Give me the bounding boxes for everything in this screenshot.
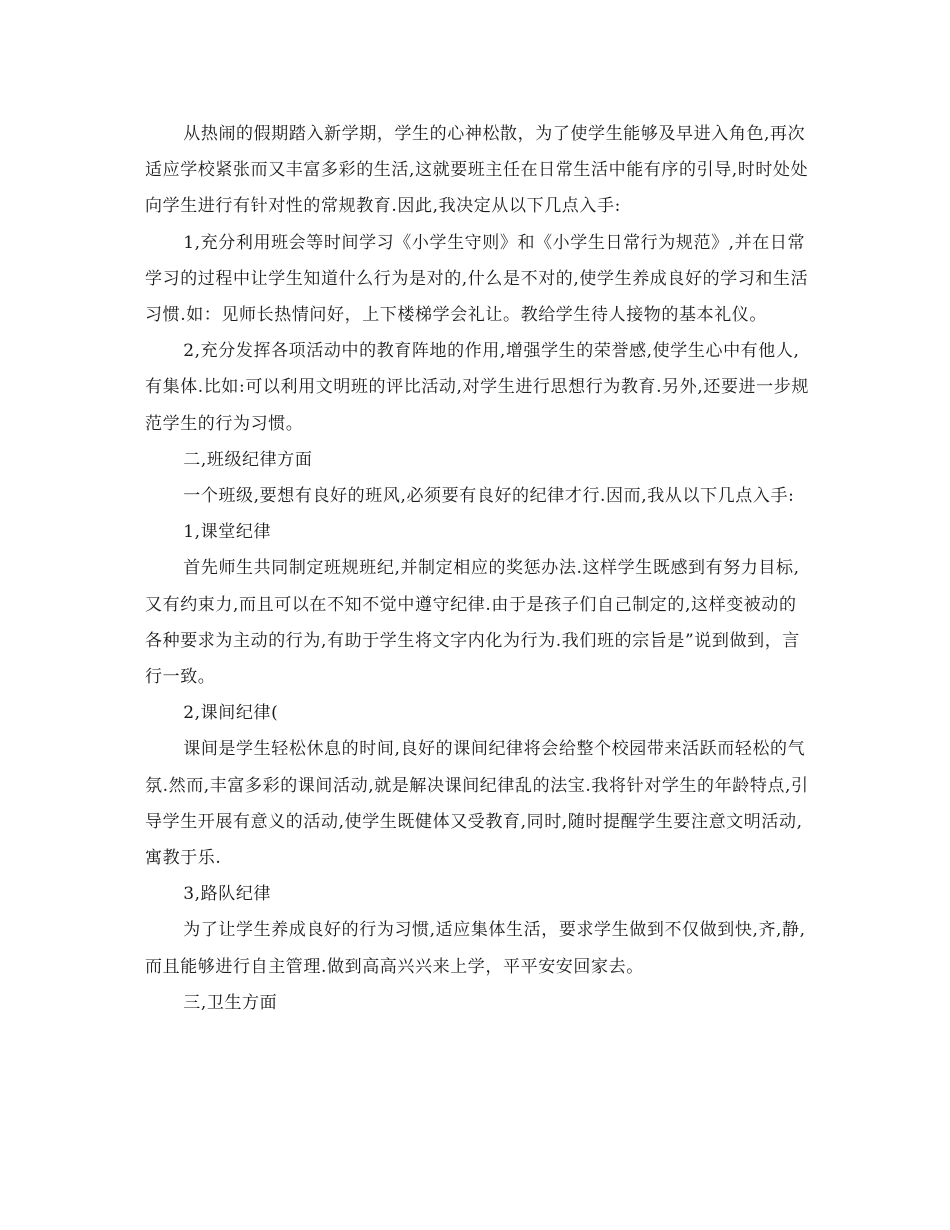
document-body	[145, 116, 810, 1021]
paragraph-classroom-discipline: 首先师生共同制定班规班纪,并制定相应的奖惩办法.这样学生既感到有努力目标,又有约束力,而且可以在不知不觉中遵守纪律.由于是孩子们自己制定的,这样变被动的各种要求为主动的行为,有助于学生将文字内化为行为.我们班的宗旨是”说到做到，言行一致。	[145, 558, 800, 688]
paragraph-queue-discipline: 为了让学生养成良好的行为习惯,适应集体生活，要求学生做到不仅做到快,齐,静,而且能够进行自主管理.做到高高兴兴来上学，平平安安回家去。	[145, 920, 806, 977]
paragraph-intro: 从热闹的假期踏入新学期，学生的心神松散，为了使学生能够及早进入角色,再次适应学校紧张而又丰富多彩的生活,这就要班主任在日常生活中能有序的引导,时时处处向学生进行有针对性的常规教育.因此,我决定从以下几点入手:	[145, 124, 809, 217]
section-heading-discipline: 二,班级纪律方面	[183, 449, 313, 470]
subheading-break-discipline: 2,课间纪律(	[183, 703, 279, 724]
subheading-queue-discipline: 3,路队纪律	[183, 884, 272, 905]
section-heading-hygiene: 三,卫生方面	[183, 992, 278, 1013]
subheading-classroom-discipline: 1,课堂纪律	[183, 522, 272, 543]
paragraph-item-2-activities: 2,充分发挥各项活动中的教育阵地的作用,增强学生的荣誉感,使学生心中有他人,有集体.比如:可以利用文明班的评比活动,对学生进行思想行为教育.另外,还要进一步规范学生的行为习惯。	[145, 341, 809, 434]
paragraph-break-discipline: 课间是学生轻松休息的时间,良好的课间纪律将会给整个校园带来活跃而轻松的气氛.然而,丰富多彩的课间活动,就是解决课间纪律乱的法宝.我将针对学生的年龄特点,引导学生开展有意义的活动,使学生既健体又受教育,同时,随时提醒学生要注意文明活动,寓教于乐.	[145, 739, 809, 869]
paragraph-discipline-intro: 一个班级,要想有良好的班风,必须要有良好的纪律才行.因而,我从以下几点入手:	[183, 486, 795, 507]
paragraph-item-1-rules: 1,充分利用班会等时间学习《小学生守则》和《小学生日常行为规范》,并在日常学习的过程中让学生知道什么行为是对的,什么是不对的,使学生养成良好的学习和生活习惯.如：见师长热情问好，上下楼梯学会礼让。教给学生待人接物的基本礼仪。	[145, 232, 809, 326]
